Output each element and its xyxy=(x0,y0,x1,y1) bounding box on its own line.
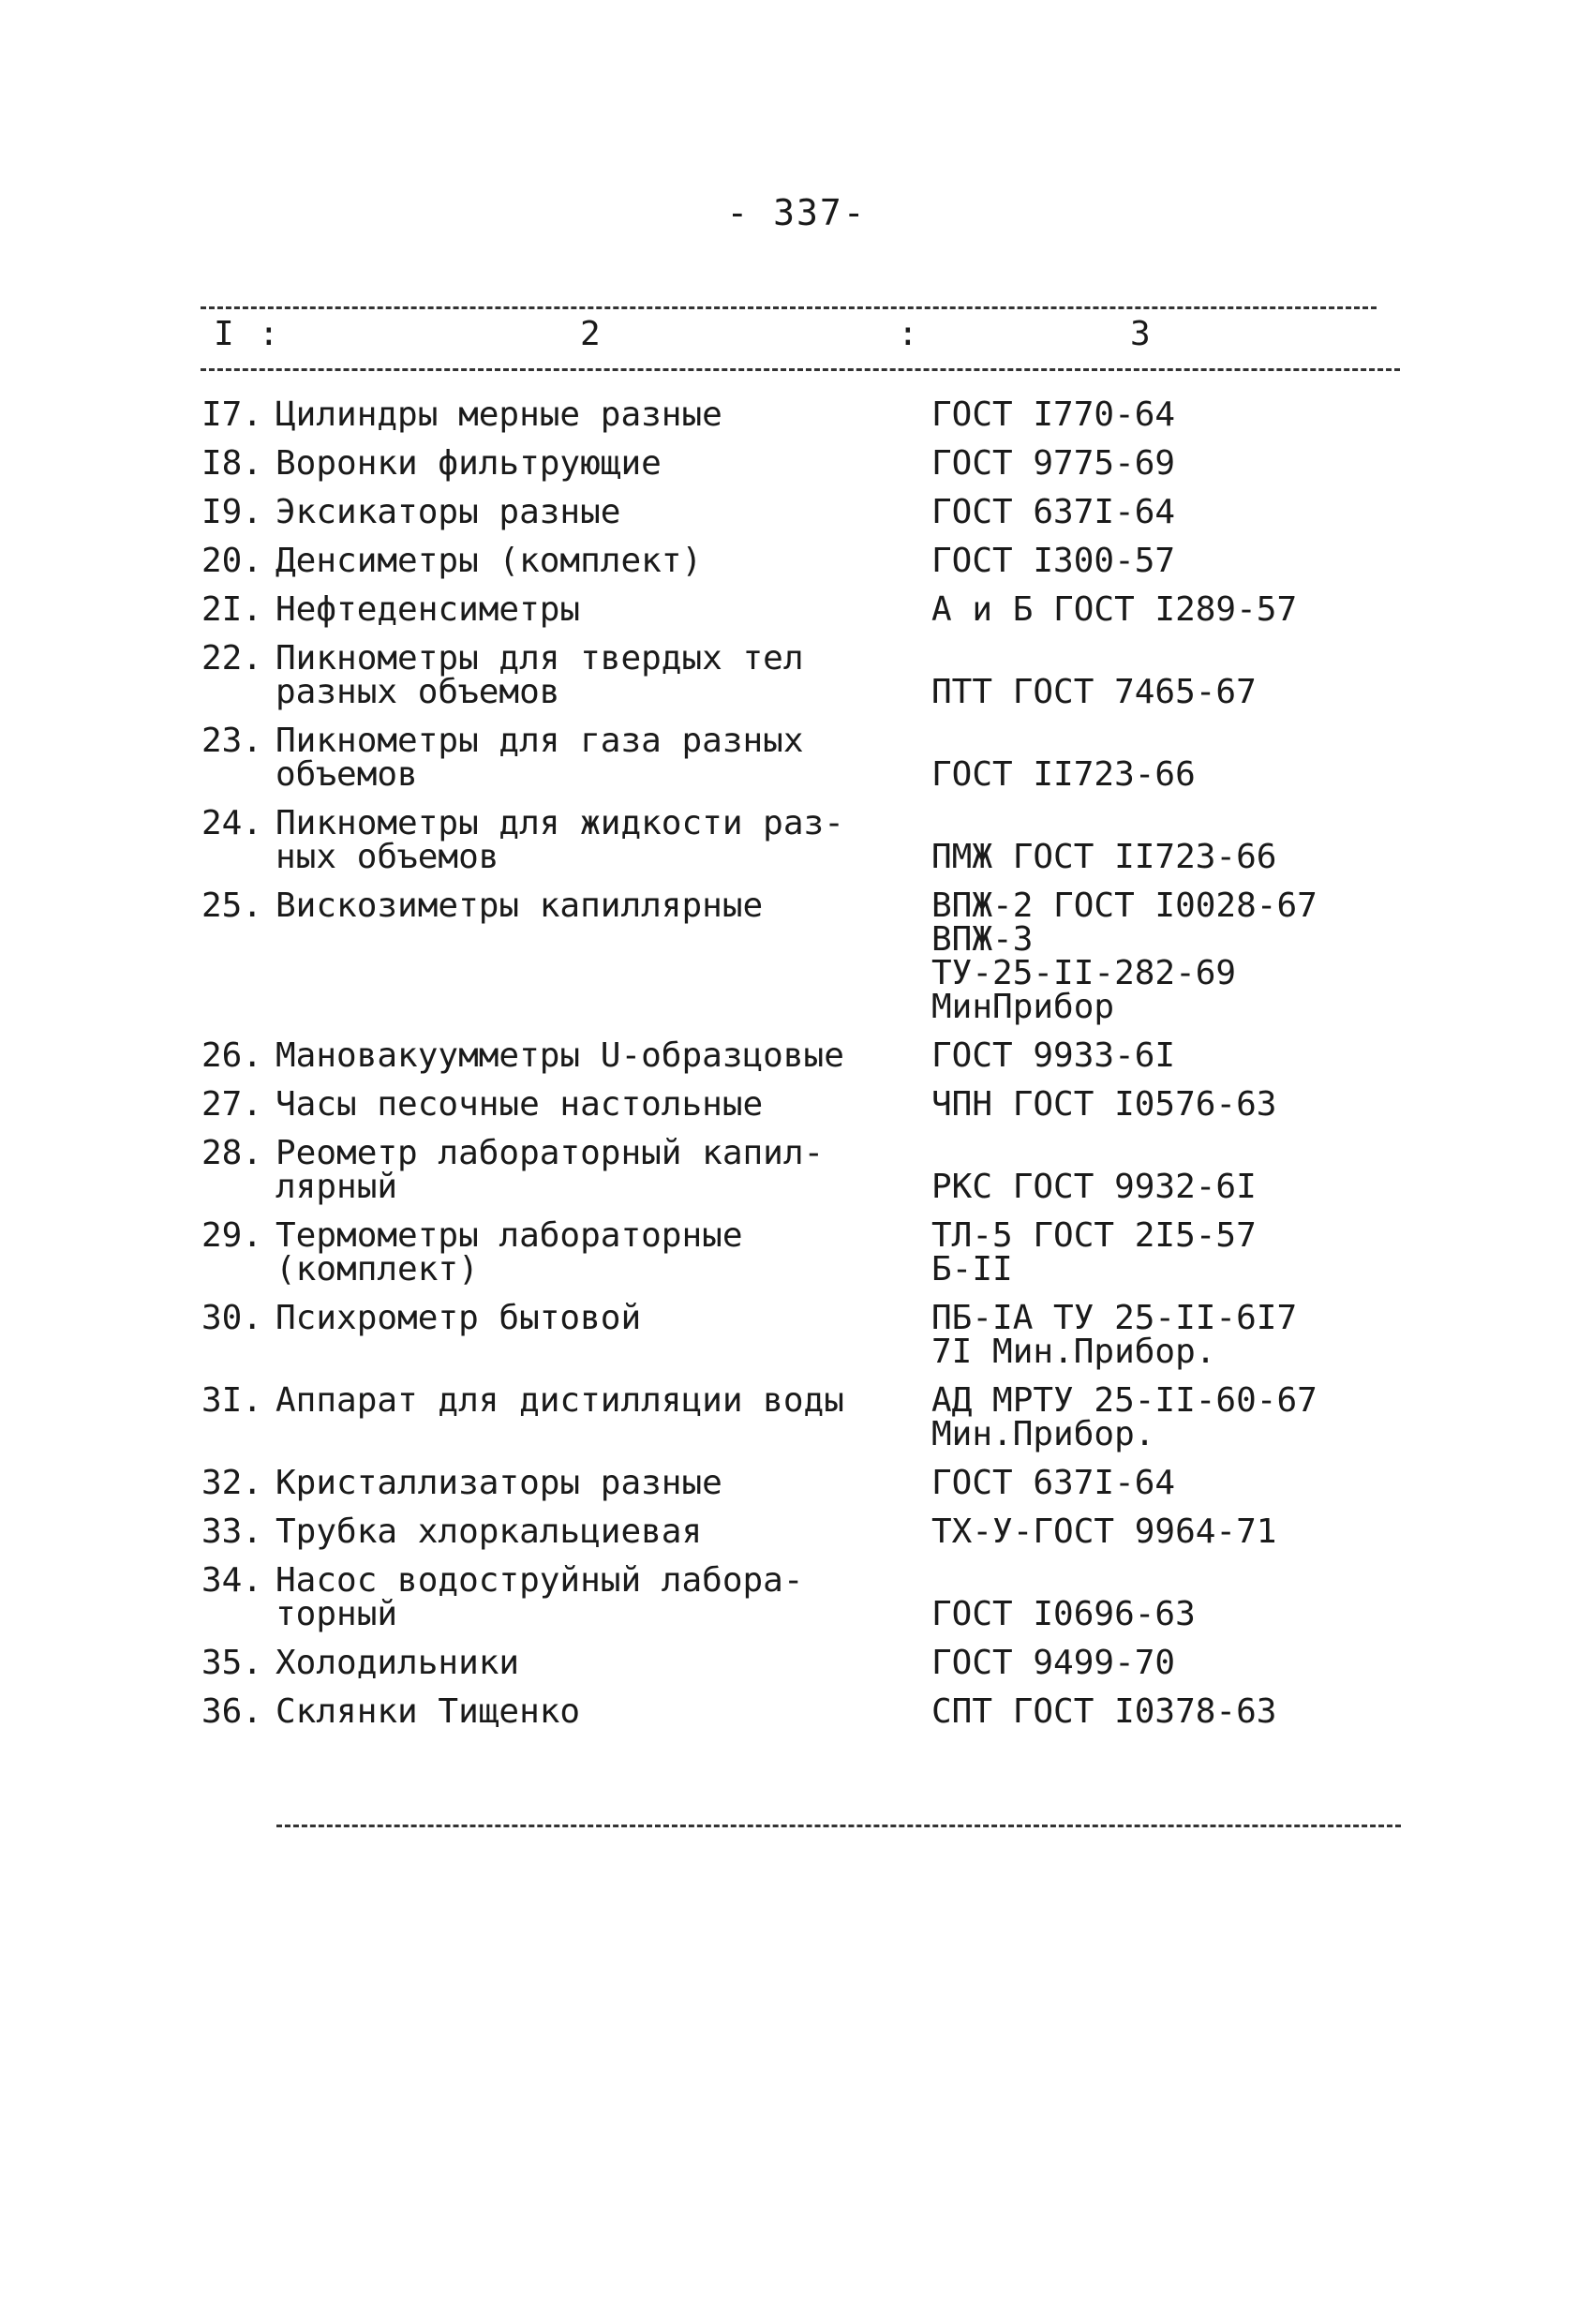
instrument-name: Пикнометры для жидкости раз- ных объемов xyxy=(275,804,844,876)
table-row xyxy=(201,395,1400,434)
standard-reference: ГОСТ I300-57 xyxy=(931,542,1176,580)
table-row xyxy=(201,444,1400,483)
table-bottom-rule xyxy=(276,1825,1401,1827)
table-row xyxy=(201,1216,1400,1289)
standard-reference: ПБ-IА ТУ 25-II-6I7 7I Мин.Прибор. xyxy=(931,1299,1298,1371)
row-number: 25. xyxy=(201,886,262,925)
table-header-rule xyxy=(201,368,1400,371)
row-number: 28. xyxy=(201,1134,262,1172)
table-row xyxy=(201,1381,1400,1453)
table-row xyxy=(201,724,1400,792)
instrument-name: Цилиндры мерные разные xyxy=(275,395,722,434)
instrument-name: Часы песочные настольные xyxy=(275,1085,764,1124)
row-number: 27. xyxy=(201,1085,262,1124)
instrument-name: Аппарат для дистилляции воды xyxy=(275,1381,844,1420)
header-col-1: I xyxy=(214,315,234,353)
page-number: - 337- xyxy=(726,192,867,233)
standard-reference: АД МРТУ 25-II-60-67 Мин.Прибор. xyxy=(931,1381,1318,1453)
instrument-name: Воронки фильтрующие xyxy=(275,444,662,483)
table-row xyxy=(201,804,1400,876)
row-number: 26. xyxy=(201,1036,262,1075)
table-row xyxy=(201,1692,1400,1731)
instrument-name: Холодильники xyxy=(275,1644,520,1682)
row-number: I8. xyxy=(201,444,262,483)
table-row xyxy=(201,590,1400,629)
standard-reference: ГОСТ II723-66 xyxy=(931,755,1196,794)
row-number: 3I. xyxy=(201,1381,262,1420)
standard-reference: ПТТ ГОСТ 7465-67 xyxy=(931,673,1257,711)
table-row xyxy=(201,1085,1400,1124)
standard-reference: ПМЖ ГОСТ II723-66 xyxy=(931,838,1277,876)
row-number: 33. xyxy=(201,1512,262,1551)
row-number: 24. xyxy=(201,804,262,842)
row-number: I7. xyxy=(201,395,262,434)
instrument-name: Нефтеденсиметры xyxy=(275,590,581,629)
row-number: 22. xyxy=(201,639,262,678)
row-number: 30. xyxy=(201,1299,262,1337)
instrument-name: Психрометр бытовой xyxy=(275,1299,642,1337)
instrument-name: Пикнометры для газа разных объемов xyxy=(275,722,804,794)
table-top-rule xyxy=(201,306,1377,309)
table-row xyxy=(201,639,1400,711)
standard-reference: ГОСТ I0696-63 xyxy=(931,1595,1196,1633)
standard-reference: ВПЖ-2 ГОСТ I0028-67 ВПЖ-3 ТУ-25-II-282-69 МинПрибор xyxy=(931,886,1318,1026)
header-col-2: 2 xyxy=(580,315,601,353)
standard-reference: ТХ-У-ГОСТ 9964-71 xyxy=(931,1512,1277,1551)
table-row xyxy=(201,544,1400,578)
standard-reference: ГОСТ I770-64 xyxy=(931,395,1176,434)
table-row xyxy=(201,1299,1400,1371)
table-row xyxy=(201,1036,1400,1075)
table-row xyxy=(201,1512,1400,1551)
row-number: 2I. xyxy=(201,590,262,629)
row-number: 36. xyxy=(201,1692,262,1731)
row-number: I9. xyxy=(201,493,262,531)
instrument-name: Денсиметры (комплект) xyxy=(275,542,703,580)
row-number: 32. xyxy=(201,1464,262,1502)
instrument-name: Склянки Тищенко xyxy=(275,1692,581,1731)
standard-reference: ГОСТ 9499-70 xyxy=(931,1644,1176,1682)
standard-reference: ТЛ-5 ГОСТ 2I5-57 Б-II xyxy=(931,1216,1257,1289)
table-row xyxy=(201,886,1400,1026)
table-row xyxy=(201,493,1400,531)
standard-reference: ЧПН ГОСТ I0576-63 xyxy=(931,1085,1277,1124)
instrument-name: Мановакуумметры U-образцовые xyxy=(275,1036,844,1075)
row-number: 20. xyxy=(201,542,262,580)
table-row xyxy=(201,1646,1400,1680)
row-number: 29. xyxy=(201,1216,262,1255)
row-number: 35. xyxy=(201,1644,262,1682)
standard-reference: ГОСТ 9933-6I xyxy=(931,1036,1176,1075)
standard-reference: СПТ ГОСТ I0378-63 xyxy=(931,1692,1277,1731)
header-col-3: 3 xyxy=(1130,315,1151,353)
row-number: 34. xyxy=(201,1561,262,1600)
row-number: 23. xyxy=(201,722,262,760)
instrument-name: Реометр лабораторный капил- лярный xyxy=(275,1134,825,1206)
instrument-name: Трубка хлоркальциевая xyxy=(275,1512,703,1551)
standard-reference: ГОСТ 637I-64 xyxy=(931,1464,1176,1502)
instrument-name: Насос водоструйный лабора- торный xyxy=(275,1561,804,1633)
header-separator-2: : xyxy=(898,315,918,353)
table-header xyxy=(201,315,1400,360)
standard-reference: А и Б ГОСТ I289-57 xyxy=(931,590,1298,629)
table-row xyxy=(201,1464,1400,1502)
standard-reference: ГОСТ 9775-69 xyxy=(931,444,1176,483)
standard-reference: ГОСТ 637I-64 xyxy=(931,493,1176,531)
table-row xyxy=(201,1561,1400,1633)
instrument-name: Пикнометры для твердых тел разных объемов xyxy=(275,639,804,711)
instrument-name: Эксикаторы разные xyxy=(275,493,621,531)
instrument-name: Кристаллизаторы разные xyxy=(275,1464,722,1502)
header-separator-1: : xyxy=(259,315,279,353)
instrument-name: Вискозиметры капиллярные xyxy=(275,886,764,925)
standard-reference: РКС ГОСТ 9932-6I xyxy=(931,1168,1257,1206)
instrument-name: Термометры лабораторные (комплект) xyxy=(275,1216,743,1289)
table-body xyxy=(201,395,1400,1744)
table-row xyxy=(201,1134,1400,1206)
